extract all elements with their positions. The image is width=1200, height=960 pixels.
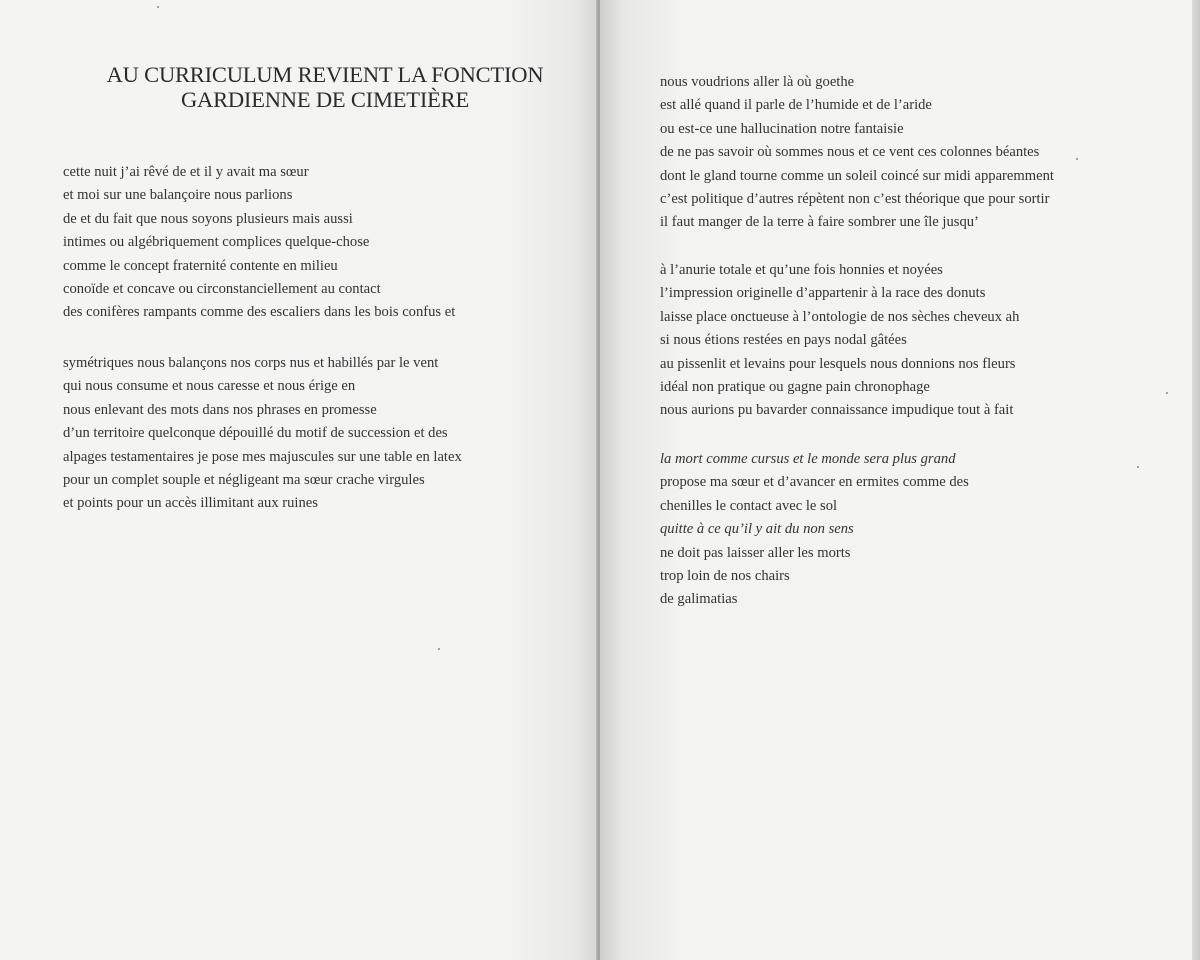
poem-title-line: AU CURRICULUM REVIENT LA FONCTION	[106, 62, 544, 87]
verse-line: si nous étions restées en pays nodal gâtées	[660, 332, 907, 349]
paper-speck	[1166, 392, 1168, 394]
verse-line: dont le gland tourne comme un soleil coincé sur midi apparemment	[660, 167, 1054, 184]
verse-line: des conifères rampants comme des escaliers dans les bois confus et	[63, 304, 456, 321]
verse-line: d’un territoire quelconque dépouillé du motif de succession et des	[63, 425, 448, 442]
verse-line: de et du fait que nous soyons plusieurs mais aussi	[63, 210, 353, 227]
verse-line: ne doit pas laisser aller les morts	[660, 544, 851, 561]
verse-line: comme le concept fraternité contente en milieu	[63, 257, 338, 274]
verse-line: cette nuit j’ai rêvé de et il y avait ma sœur	[63, 164, 309, 180]
verse-line: chenilles le contact avec le sol	[660, 497, 838, 514]
verse-line: propose ma sœur et d’avancer en ermites comme des	[660, 474, 969, 491]
verse-line: de ne pas savoir où sommes nous et ce vent ces colonnes béantes	[660, 144, 1040, 161]
verse-line: et points pour un accès illimitant aux ruines	[63, 495, 318, 512]
verse-line: est allé quand il parle de l’humide et de l’aride	[660, 97, 932, 114]
stanza-2	[63, 352, 462, 516]
verse-line: qui nous consume et nous caresse et nous érige en	[63, 378, 356, 395]
verse-line: nous enlevant des mots dans nos phrases en promesse	[63, 401, 377, 418]
verse-line: c’est politique d’autres répètent non c’est théorique que pour sortir	[660, 190, 1050, 207]
verse-line: et moi sur une balançoire nous parlions	[63, 187, 293, 204]
stanza-4	[660, 259, 1019, 423]
verse-line: intimes ou algébriquement complices quelque-chose	[63, 234, 370, 251]
paper-speck	[1137, 466, 1139, 468]
paper-speck	[157, 6, 159, 8]
verse-line: au pissenlit et levains pour lesquels nous donnions nos fleurs	[660, 355, 1016, 372]
verse-line: laisse place onctueuse à l’ontologie de nos sèches cheveux ah	[660, 308, 1020, 325]
stanza-3	[660, 71, 1054, 235]
poem-title-line: GARDIENNE DE CIMETIÈRE	[180, 87, 470, 112]
verse-line: ou est-ce une hallucination notre fantaisie	[660, 120, 904, 137]
paper-speck	[1076, 158, 1078, 160]
paper-speck	[438, 648, 440, 650]
left-page	[0, 0, 598, 960]
verse-line: pour un complet souple et négligeant ma sœur crache virgules	[63, 471, 425, 488]
verse-line: symétriques nous balançons nos corps nus et habillés par le vent	[63, 355, 439, 371]
verse-line: idéal non pratique ou gagne pain chronophage	[660, 378, 930, 395]
verse-line: nous voudrions aller là où goethe	[660, 74, 855, 90]
verse-line: nous aurions pu bavarder connaissance impudique tout à fait	[660, 402, 1014, 419]
verse-line: à l’anurie totale et qu’une fois honnies et noyées	[660, 262, 943, 278]
poem-title	[40, 62, 610, 112]
verse-line: conoïde et concave ou circonstanciellement au contact	[63, 280, 381, 297]
verse-line: de galimatias	[660, 591, 738, 608]
verse-line: il faut manger de la terre à faire sombrer une île jusqu’	[660, 214, 979, 231]
verse-line: l’impression originelle d’appartenir à la race des donuts	[660, 285, 986, 302]
stanza-5	[660, 448, 969, 612]
verse-line: trop loin de nos chairs	[660, 567, 790, 584]
verse-line-italic: quitte à ce qu’il y ait du non sens	[660, 521, 854, 538]
page-edge	[1192, 0, 1200, 960]
verse-line-italic: la mort comme cursus et le monde sera plus grand	[660, 451, 956, 467]
stanza-1	[63, 161, 455, 325]
verse-line: alpages testamentaires je pose mes majuscules sur une table en latex	[63, 448, 462, 465]
